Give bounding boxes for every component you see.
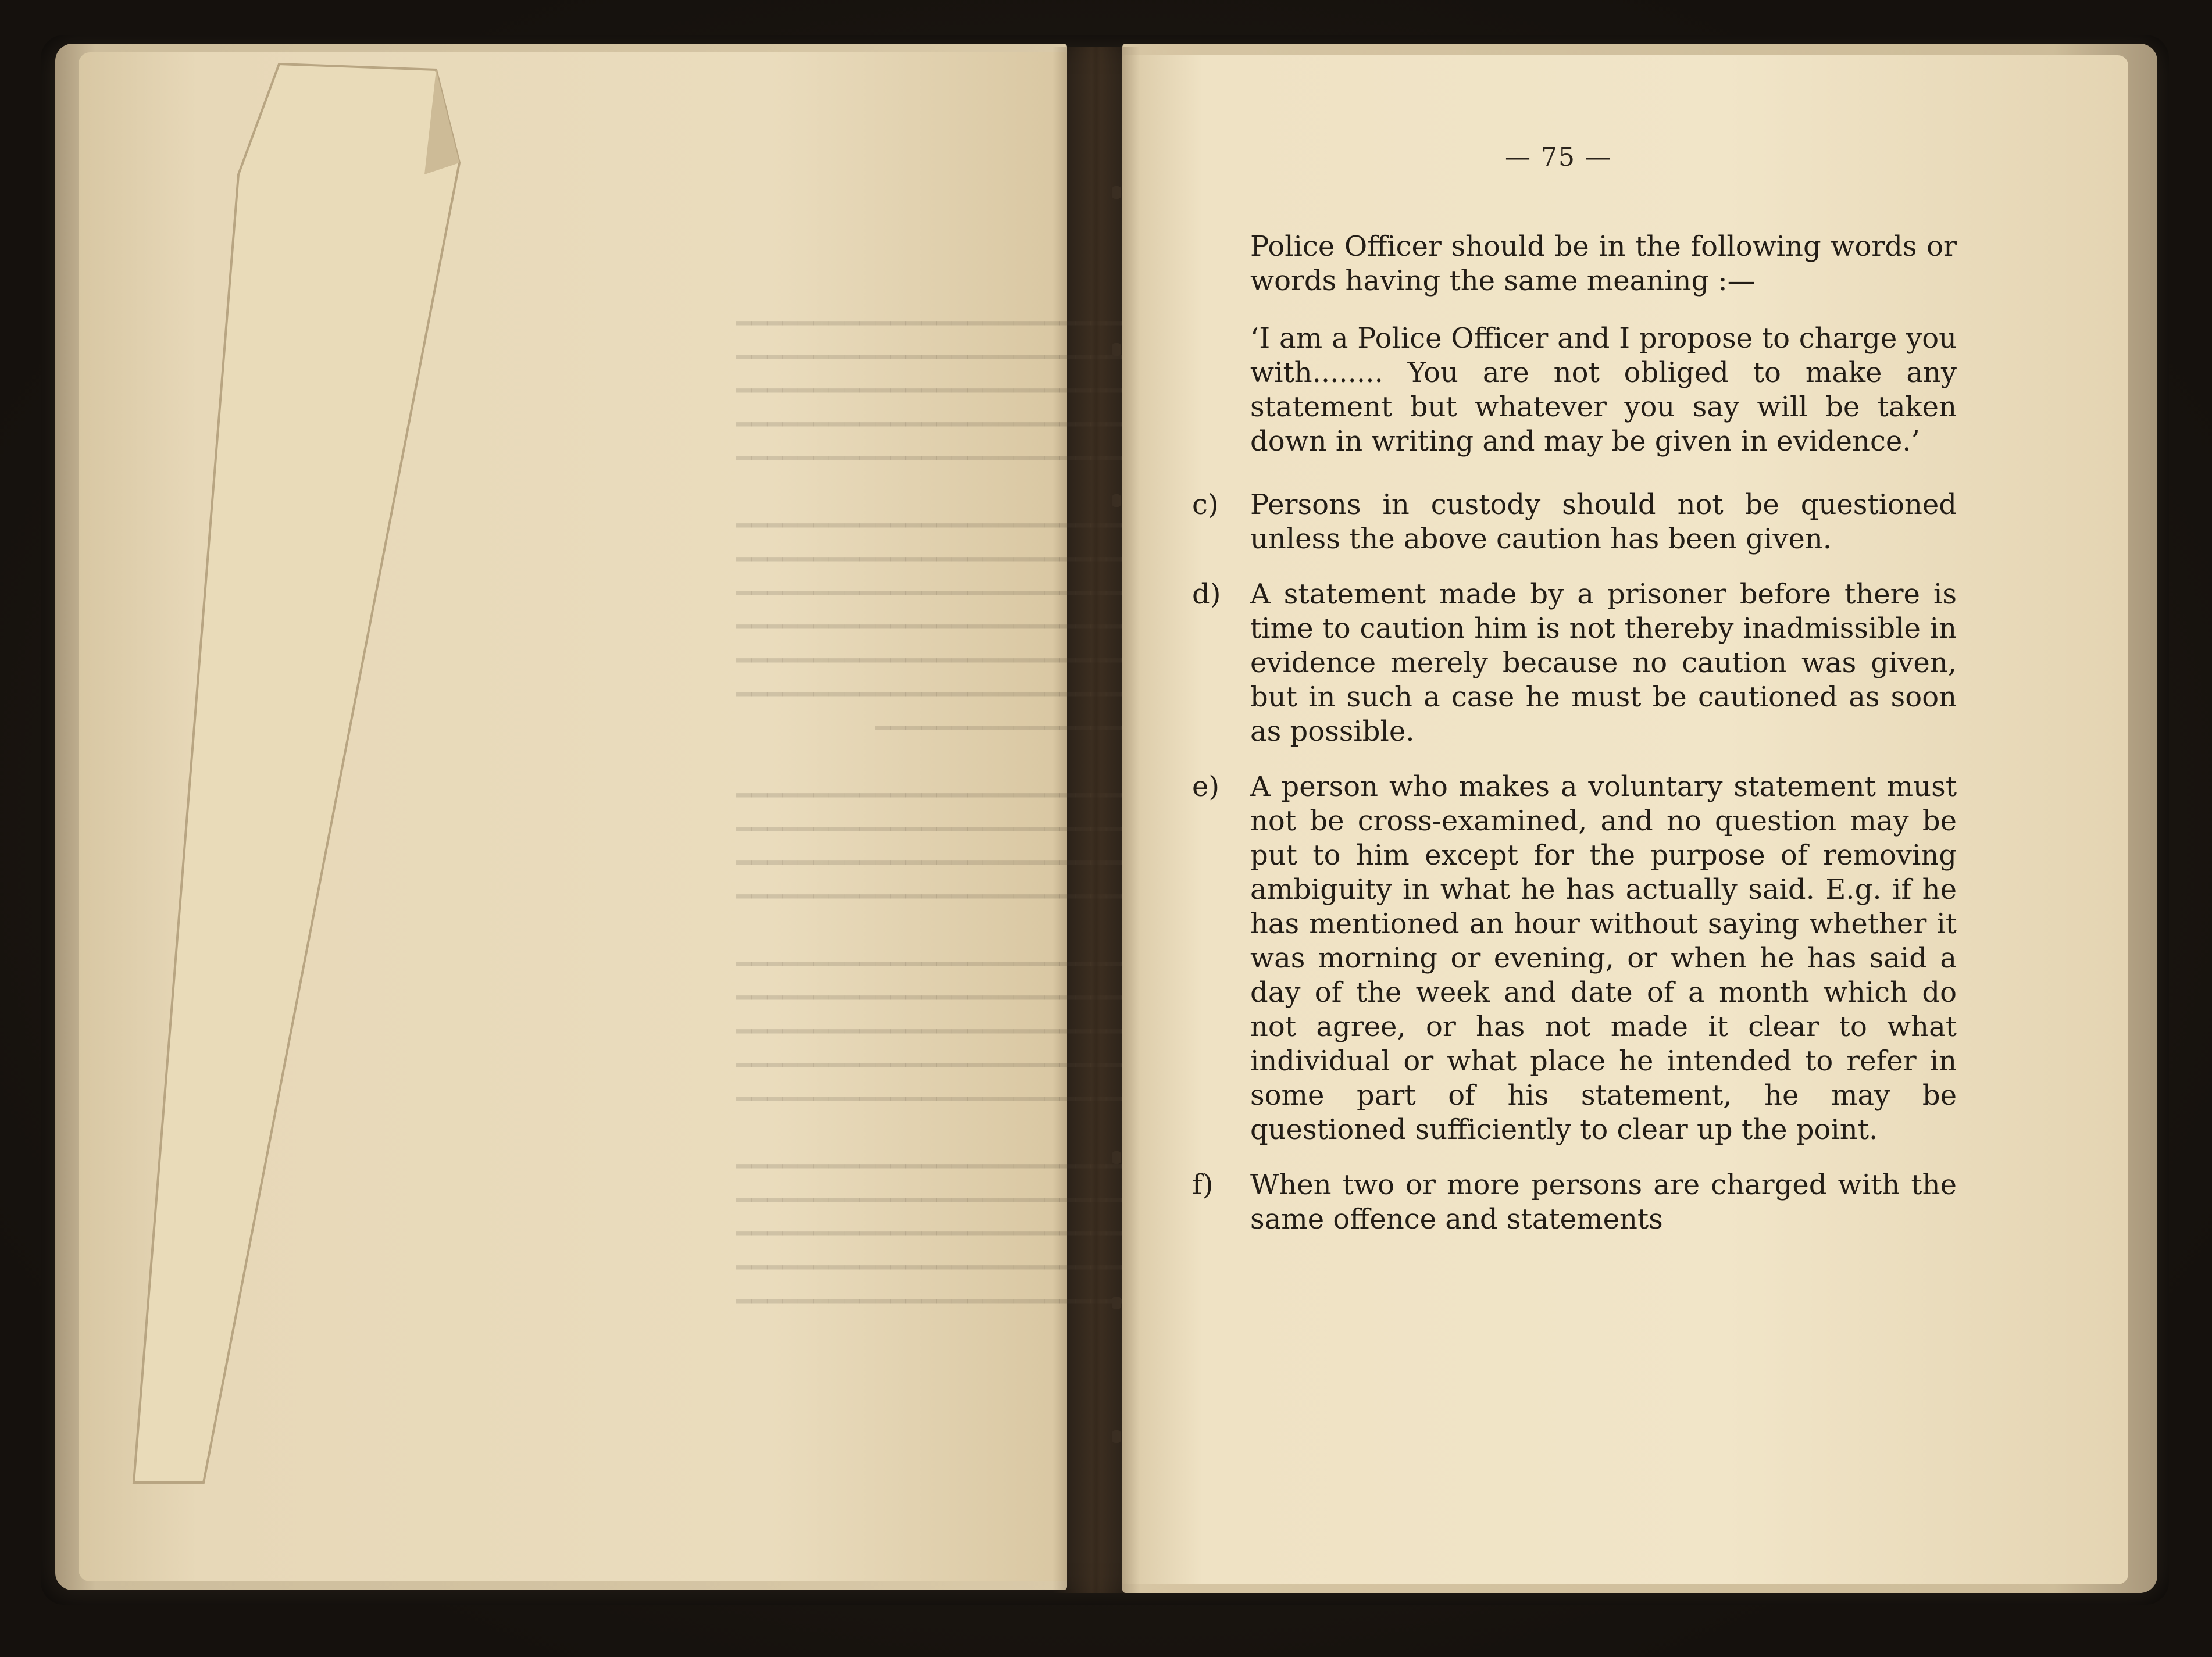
list-item-d (1192, 577, 1957, 749)
list-item-f (1192, 1168, 1957, 1237)
binding-stitch (1112, 186, 1121, 199)
binding-stitch (1112, 1151, 1121, 1164)
binding-stitch (1112, 1430, 1121, 1443)
caution-paragraph: ‘I am a Police Officer and I propose to charge you with........ You are not obliged to make any statement but whatever you say will be taken down in writing and may be given in evidence.’ (1250, 322, 1957, 458)
page-text (1192, 230, 1957, 1237)
list-item-c (1192, 488, 1957, 556)
binding-stitch (1112, 343, 1121, 356)
left-page-show-through: ━━━━━━━━━━━━━━━━━━━━━━━━━━ ━━━━━━━━━━━━━━━━━━━━━━━━━━ ━━━━━━━━━━━━━━━━━━━━━━━━━━ ━━━━━━━━━━━━━━━━━━━━━━━━━━ ━━━━━━━━━━━━━━━━━━━━━━━━━━ ━━━━━━━━━━━━━━━━━━━━━━━━━━ ━━━━━━━━━━━━━━━━━━━━━━━━━━ ━━━━━━━━━━━━━━━━━━━━━━━━━━ ━━━━━━━━━━━━━━━━━━━━━━━━━━ ━━━━━━━━━━━━━━━━━━━━━━━━━━ ━━━━━━━━━━━━━━━━━━━━━━━━━━ ━━━━━━━━━━━━━━━━━ ━━━━━━━━━━━━━━━━━━━━━━━━━━ ━━━━━━━━━━━━━━━━━━━━━━━━━━ ━━━━━━━━━━━━━━━━━━━━━━━━━━ ━━━━━━━━━━━━━━━━━━━━━━━━━━ ━━━━━━━━━━━━━━━━━━━━━━━━━━ ━━━━━━━━━━━━━━━━━━━━━━━━━━ ━━━━━━━━━━━━━━━━━━━━━━━━━━ ━━━━━━━━━━━━━━━━━━━━━━━━━━ ━━━━━━━━━━━━━━━━━━━━━━━━━━ ━━━━━━━━━━━━━━━━━━━━━━━━━━ ━━━━━━━━━━━━━━━━━━━━━━━━━━ ━━━━━━━━━━━━━━━━━━━━━━━━━━ ━━━━━━━━━━━━━━━━━━━━━━━━━━ ━━━━━━━━━━━━━━━━━━━━━━━━━━ (736, 309, 1137, 1316)
list-item-text: Persons in custody should not be questioned unless the above caution has been given. (1250, 488, 1957, 555)
book-gutter (1053, 47, 1140, 1593)
list-marker: e) (1192, 770, 1220, 803)
list-item-text: A person who makes a voluntary statement must not be cross-examined, and no question may be put to him except for the purpose of removing ambiguity in what he has actually said. E.g. if he has mentioned an hour without saying whether it was morning or evening, or when he has said a day of the week and date of a month which do not agree, or has not made it clear to what individual or what place he intended to refer in some part of his statement, he may be questioned sufficiently to clear up the point. (1250, 770, 1957, 1146)
opening-paragraph: Police Officer should be in the following words or words having the same meaning :— (1250, 230, 1957, 297)
list-marker: c) (1192, 488, 1219, 521)
list-marker: f) (1192, 1169, 1214, 1201)
list-item-text: When two or more persons are charged with the same offence and statements (1250, 1169, 1957, 1235)
list-marker: d) (1192, 578, 1221, 610)
left-page (79, 52, 1137, 1581)
binding-stitch (1112, 494, 1121, 507)
list-item-e (1192, 770, 1957, 1147)
list-item-text: A statement made by a prisoner before there is time to caution him is not thereby inadmissible in evidence merely because no caution was given, but in such a case he must be cautioned as soon as possible. (1250, 578, 1957, 748)
page-number: — 75 — (1505, 142, 1612, 172)
binding-stitch (1112, 1297, 1121, 1309)
